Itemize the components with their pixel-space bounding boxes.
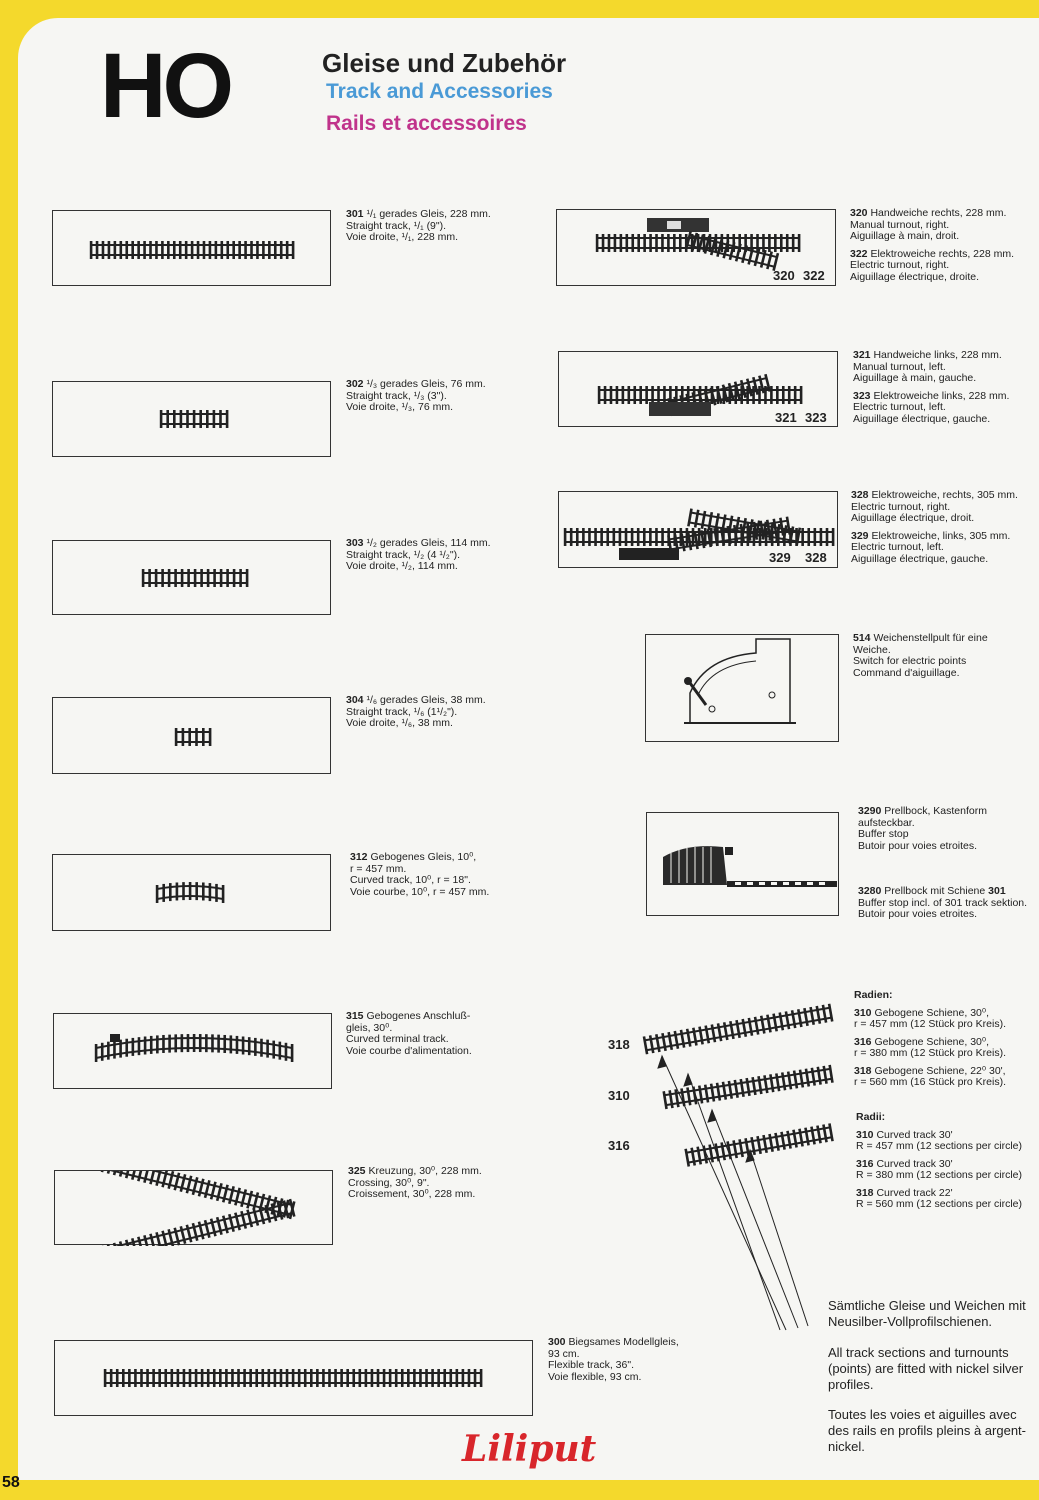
note-german: Sämtliche Gleise und Weichen mit Neusilber-Vollprofilschienen. <box>828 1298 1026 1329</box>
track-301-image <box>52 210 331 286</box>
track-303-desc: 303 ¹/₂ gerades Gleis, 114 mm. Straight track, ¹/₂ (4 ¹/₂"). Voie droite, ¹/₂, 114 mm. <box>346 537 491 572</box>
radii-english: Radii: 310 Curved track 30' R = 457 mm (12 sections per circle) 316 Curved track 30' R = 380 mm (12 sections per circle) 318 Curved track 22' R = 560 mm (12 sections per circle) <box>856 1111 1023 1210</box>
track-303-image <box>52 540 331 615</box>
long-turnout-illustration <box>559 492 839 569</box>
switch-514-desc: 514 Weichenstellpult für eine Weiche. Switch for electric points Command d'aiguillage. <box>853 632 988 679</box>
curved-tracks-diagram <box>600 980 840 1340</box>
track-section <box>95 1034 294 1062</box>
track-section <box>684 1123 833 1167</box>
control-panel-illustration <box>646 635 840 743</box>
left-turnout-illustration <box>559 352 839 428</box>
turnout-motor <box>649 402 711 416</box>
curve-label-318: 318 <box>608 1037 630 1052</box>
note-english: All track sections and turnounts (points) are fitted with nickel silver profiles. <box>828 1345 1024 1392</box>
title-german: Gleise und Zubehör <box>322 48 567 78</box>
track-315-image <box>53 1013 332 1089</box>
straight-track-illustration <box>53 211 332 287</box>
track-section <box>175 728 212 746</box>
track-301-desc: 301 ¹/₁ gerades Gleis, 228 mm. Straight track, ¹/₁ (9"). Voie droite, ¹/₁, 228 mm. <box>346 208 491 243</box>
track-304-desc: 304 ¹/₆ gerades Gleis, 38 mm. Straight track, ¹/₆ (1¹/₂"). Voie droite, ¹/₆, 38 mm. <box>346 694 486 729</box>
turnout-328-329-desc: 328 Elektroweiche, rechts, 305 mm. Electric turnout, right. Aiguillage électrique, droit. 329 Elektroweiche, links, 305 mm. Electric turnout, left. Aiguillage électrique, gauche. <box>851 489 1018 565</box>
label-320: 320 <box>773 268 795 283</box>
track-section <box>104 1369 483 1387</box>
track-312-desc: 312 Gebogenes Gleis, 10⁰, r = 457 mm. Curved track, 10⁰, r = 18". Voie courbe, 10⁰, r = 457 mm. <box>350 851 490 898</box>
track-section <box>90 241 295 259</box>
track-section <box>95 1171 296 1219</box>
track-section <box>156 882 225 903</box>
curve-label-316: 316 <box>608 1138 630 1153</box>
track-302-desc: 302 ¹/₃ gerades Gleis, 76 mm. Straight track, ¹/₃ (3"). Voie droite, ¹/₃, 76 mm. <box>346 378 486 413</box>
label-321: 321 <box>775 410 797 425</box>
track-section <box>95 1199 296 1246</box>
label-322: 322 <box>803 268 825 283</box>
buffer-stop-image <box>646 812 839 916</box>
track-304-image <box>52 697 331 774</box>
track-315-desc: 315 Gebogenes Anschluß- gleis, 30⁰. Curved terminal track. Voie courbe d'alimentation. <box>346 1010 472 1057</box>
right-turnout-illustration <box>557 210 837 287</box>
track-312-image <box>52 854 331 931</box>
track-section <box>160 410 229 428</box>
title-english: Track and Accessories <box>326 80 553 103</box>
track-325-image <box>54 1170 333 1245</box>
track-section <box>643 1004 834 1055</box>
track-section <box>142 569 249 587</box>
turnout-320-322-image <box>556 209 836 286</box>
turnout-321-323-desc: 321 Handweiche links, 228 mm. Manual turnout, left. Aiguillage à main, gauche. 323 Elektroweiche links, 228 mm. Electric turnout, left. Aiguillage électrique, gauche. <box>853 349 1010 425</box>
switch-514-image <box>645 634 839 742</box>
track-section <box>662 1065 833 1109</box>
title-french: Rails et accessoires <box>326 112 527 135</box>
track-325-desc: 325 Kreuzung, 30⁰, 228 mm. Crossing, 30⁰, 9". Croissement, 30⁰, 228 mm. <box>348 1165 482 1200</box>
terminal-clip <box>110 1034 120 1042</box>
turnout-motor <box>619 548 679 560</box>
buffer-stop-illustration <box>647 813 840 917</box>
note-french: Toutes les voies et aiguilles avec des rails en profils pleins à argent-nickel. <box>828 1407 1026 1454</box>
turnout-328-329-image <box>558 491 838 568</box>
curve-label-310: 310 <box>608 1088 630 1103</box>
liliput-logo: Liliput <box>462 1428 597 1470</box>
page-number: 58 <box>2 1474 20 1491</box>
buffer-3280-desc: 3280 Prellbock mit Schiene 301 Buffer stop incl. of 301 track sektion. Butoir pour voies etroites. <box>858 885 1028 920</box>
turnout-321-323-image <box>558 351 838 427</box>
label-329: 329 <box>769 550 791 565</box>
label-323: 323 <box>805 410 827 425</box>
track-302-image <box>52 381 331 457</box>
switch-lever-knob <box>684 677 692 685</box>
scale-title: HO <box>100 35 230 137</box>
track-300-desc: 300 Biegsames Modellgleis, 93 cm. Flexible track, 36". Voie flexible, 93 cm. <box>548 1336 679 1383</box>
turnout-320-322-desc: 320 Handweiche rechts, 228 mm. Manual turnout, right. Aiguillage à main, droit. 322 Elektroweiche rechts, 228 mm. Electric turnout, right. Aiguillage électrique, droite. <box>850 207 1015 283</box>
label-328: 328 <box>805 550 827 565</box>
track-300-image <box>54 1340 533 1416</box>
radii-german: Radien: 310 Gebogene Schiene, 30⁰, r = 457 mm (12 Stück pro Kreis). 316 Gebogene Schiene, 30⁰, r = 380 mm (12 Stück pro Kreis). 318 Gebogene Schiene, 22⁰ 30', r = 560 mm (16 Stück pro Kreis). <box>854 989 1007 1088</box>
crossing-illustration <box>55 1171 334 1246</box>
buffer-3290-desc: 3290 Prellbock, Kastenform aufsteckbar. Buffer stop Butoir pour voies etroites. <box>858 805 987 852</box>
